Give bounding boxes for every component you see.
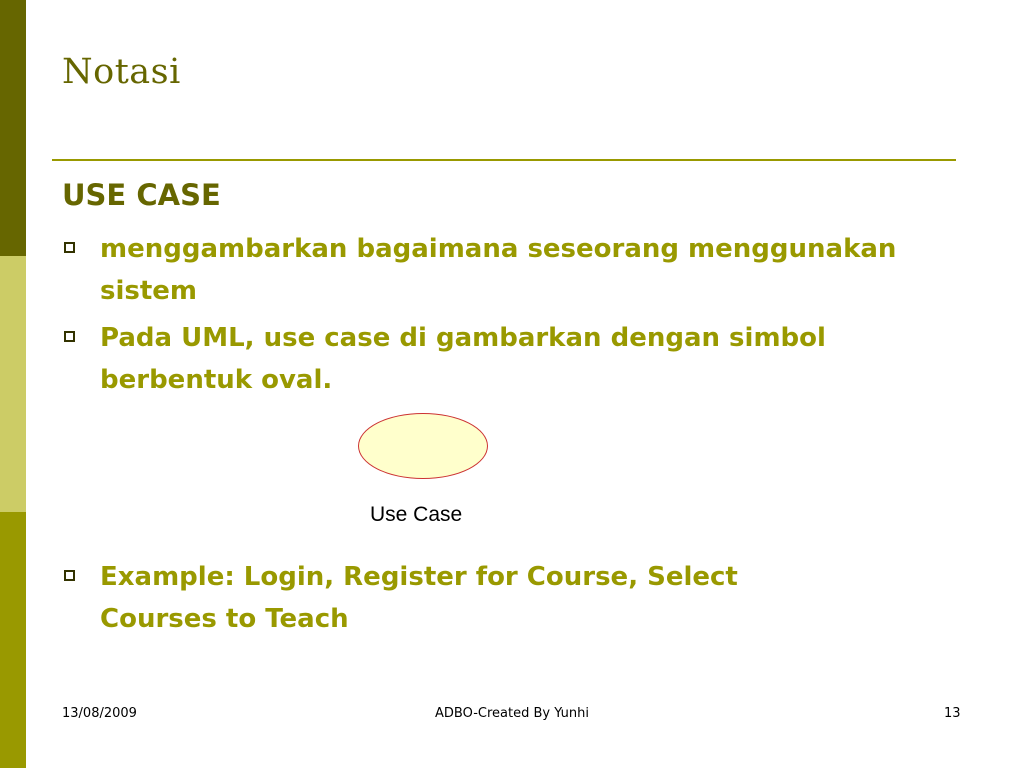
section-heading: USE CASE [62, 178, 221, 212]
footer-date: 13/08/2009 [62, 706, 137, 721]
slide-title: Notasi [62, 52, 181, 92]
use-case-oval-shape [358, 413, 488, 479]
bullet-text: Pada UML, use case di gambarkan dengan simbol berbentuk oval. [100, 323, 826, 395]
page-number: 13 [944, 706, 961, 721]
footer-credit: ADBO-Created By Yunhi [435, 706, 589, 721]
bullet-text: menggambarkan bagaimana seseorang menggunakan sistem [100, 234, 897, 306]
square-bullet-icon [64, 242, 75, 253]
left-bar-mid-segment [0, 512, 26, 768]
left-bar-dark-segment [0, 0, 26, 256]
bullet-text: Example: Login, Register for Course, Select Courses to Teach [100, 562, 738, 634]
left-bar-light-segment [0, 256, 26, 512]
use-case-label: Use Case [370, 503, 463, 526]
square-bullet-icon [64, 570, 75, 581]
title-divider [52, 159, 956, 161]
square-bullet-icon [64, 331, 75, 342]
